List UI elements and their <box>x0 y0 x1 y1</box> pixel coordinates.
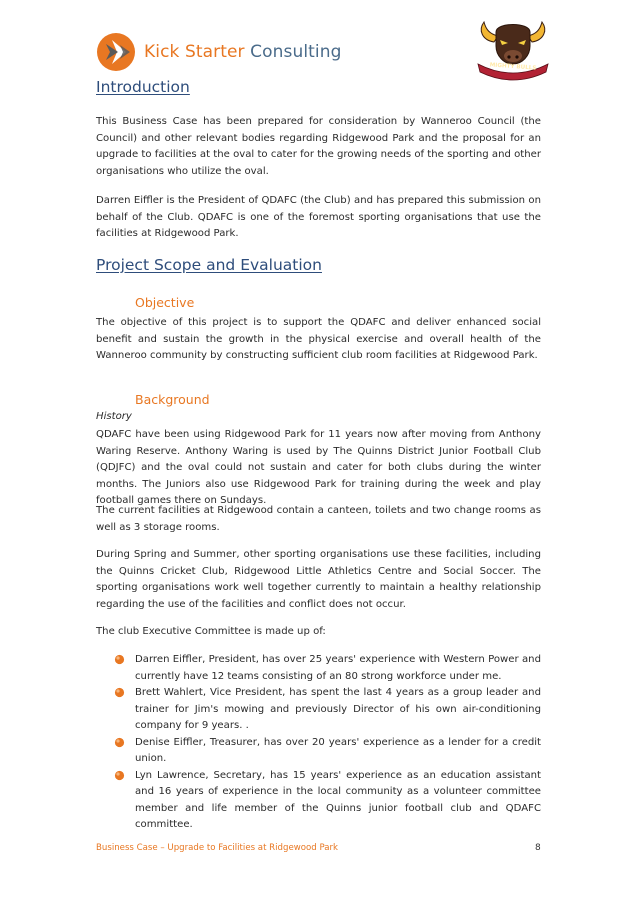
objective-paragraph: The objective of this project is to support the QDAFC and deliver enhanced social benefit and sustain the growth in the physical exercise and overall health of the Wanneroo community by constructing sufficient club room facilities at Ridgewood Park. <box>96 317 541 361</box>
intro-paragraph-2: Darren Eiffler is the President of QDAFC (the Club) and has prepared this submission on behalf of the Club. QDAFC is one of the foremost sporting organisations that use the facilities at Ridgewood Park. <box>96 195 541 239</box>
introduction-heading: Introduction <box>96 78 190 96</box>
objective-heading: Objective <box>135 295 195 310</box>
committee-list <box>96 652 541 834</box>
list-item <box>96 768 541 834</box>
background-paragraph-2: The current facilities at Ridgewood contain a canteen, toilets and two change rooms as well as 3 storage rooms. <box>96 505 541 533</box>
mighty-bulls-logo <box>470 12 556 82</box>
committee-member-text: Brett Wahlert, Vice President, has spent the last 4 years as a group leader and trainer for Jim's mowing and previously Director of his own air-conditioning company for 9 years. . <box>135 687 541 731</box>
list-item <box>96 652 541 685</box>
committee-member-text: Denise Eiffler, Treasurer, has over 20 years' experience as a lender for a credit union. <box>135 736 541 764</box>
bullet-icon <box>114 770 125 781</box>
committee-member-text: Darren Eiffler, President, has over 25 years' experience with Western Power and currently have 12 teams consisting of an 80 strong workforce under me. <box>135 654 541 682</box>
company-logo <box>96 32 342 72</box>
committee-member-text: Lyn Lawrence, Secretary, has 15 years' experience as an education assistant and 16 years of experience in the local community as a volunteer committee member and life member of the Quinns junior football club and QDAFC committee. <box>135 769 541 830</box>
bullet-icon <box>114 654 125 665</box>
company-name-part2: Consulting <box>250 42 342 62</box>
company-name-part1: Kick Starter <box>144 42 245 62</box>
background-paragraph-1: QDAFC have been using Ridgewood Park for 11 years now after moving from Anthony Waring Reserve. Anthony Waring is used by The Quinns District Junior Football Club (QDJFC) and the oval could not sustain and cater for both clubs during the winter months. The Juniors also use Ridgewood Park for training during the week and play football games there on Sundays. <box>96 429 541 506</box>
background-heading: Background <box>135 392 210 407</box>
bull-head-icon <box>470 12 556 82</box>
list-item <box>96 735 541 768</box>
intro-paragraph-1: This Business Case has been prepared for consideration by Wanneroo Council (the Council) and other relevant bodies regarding Ridgewood Park and the proposal for an upgrade to facilities at the oval to cater for the growing needs of the sporting and other organisations who utilize the oval. <box>96 116 541 177</box>
company-name <box>144 42 342 62</box>
list-item <box>96 685 541 735</box>
kick-starter-logo-icon <box>96 32 136 72</box>
page-number: 8 <box>535 843 541 853</box>
history-subheading: History <box>96 411 132 422</box>
bullet-icon <box>114 737 125 748</box>
mighty-bulls-wordmark: MIGHTY BULLS <box>489 62 537 72</box>
footer-title: Business Case – Upgrade to Facilities at Ridgewood Park <box>96 843 339 853</box>
background-paragraph-3: During Spring and Summer, other sporting organisations use these facilities, including the Quinns Cricket Club, Ridgewood Little Athletics Centre and Social Soccer. The sporting organisations work well together currently to maintain a healthy relationship regarding the use of the facilities and conflict does not occur. <box>96 549 541 610</box>
committee-intro: The club Executive Committee is made up of: <box>96 626 326 637</box>
bullet-icon <box>114 687 125 698</box>
project-scope-heading: Project Scope and Evaluation <box>96 256 322 274</box>
